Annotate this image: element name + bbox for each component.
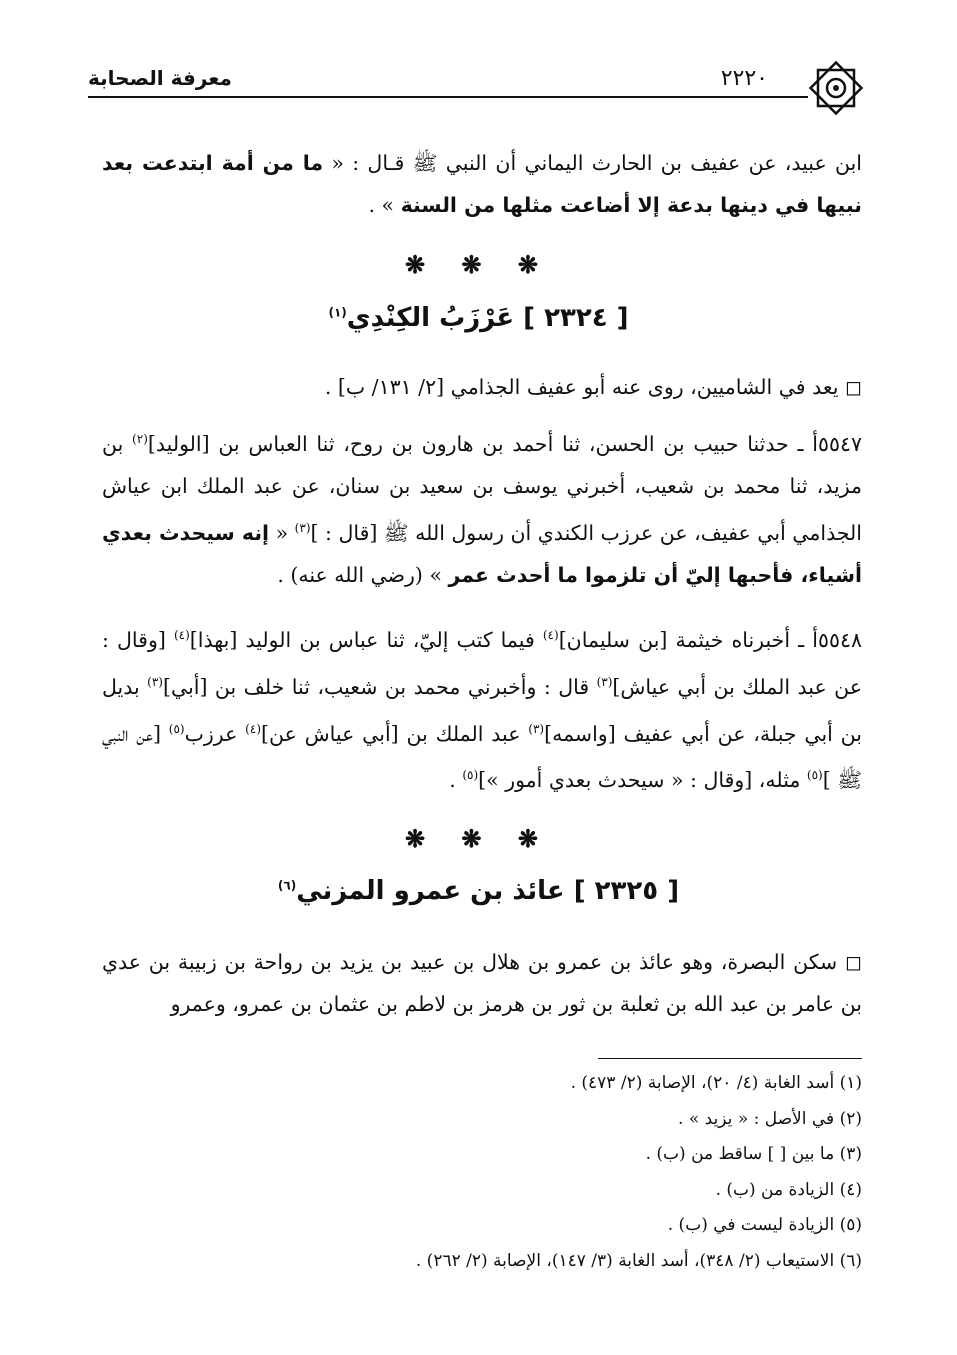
footnote-separator bbox=[598, 1058, 862, 1059]
heading-text: [ ٢٣٢٤ ] عَرْزَبُ الكِنْدِي bbox=[346, 303, 629, 333]
footnote-ref: (٤) bbox=[542, 628, 559, 642]
hadith-quote: إنه سيحدث بعدي أشياء، فأحبها إليّ أن تلزموا ما أحدث عمر bbox=[102, 520, 862, 587]
paragraph-text: مثله، [وقال : « سيحدث بعدي أمور »] bbox=[478, 768, 807, 793]
paragraph-entry-description bbox=[102, 941, 862, 1025]
paragraph-text: ابن عبيد، عن عفيف بن الحارث اليماني أن النبي ﷺ قـال : « bbox=[323, 151, 862, 175]
footnote-ref: (٣) bbox=[294, 520, 311, 535]
paragraph-text: » . bbox=[368, 193, 401, 217]
paragraph-text: ٥٥٤٨أ ـ أخبرناه خيثمة [بن سليمان] bbox=[558, 627, 862, 652]
running-title: معرفة الصحابة bbox=[88, 66, 232, 90]
paragraph-entry-note bbox=[102, 366, 862, 408]
footnote-item: (٦) الاستيعاب (٢/ ٣٤٨)، أسد الغابة (٣/ ١٤٧)، الإصابة (٢/ ٢٦٢) . bbox=[415, 1250, 862, 1271]
paragraph-hadith-intro bbox=[102, 142, 862, 226]
footnote-item: (٣) ما بين [ ] ساقط من (ب) . bbox=[645, 1144, 862, 1164]
paragraph-text: قال : وأخبرني محمد بن شعيب، ثنا خلف بن [أبي] bbox=[162, 674, 597, 699]
footnote-ref: (٤) bbox=[245, 721, 261, 736]
paragraph-hadith-5548 bbox=[102, 614, 862, 801]
footnote-ref: (٦) bbox=[277, 878, 297, 893]
paragraph-hadith-5547 bbox=[102, 418, 862, 596]
footnote-ref: (٢) bbox=[132, 432, 148, 446]
paragraph-text: [عن النبي ﷺ ] bbox=[102, 721, 862, 793]
footnote-ref: (٤) bbox=[173, 628, 190, 642]
footnote-ref: (١) bbox=[328, 305, 347, 320]
header-rule bbox=[88, 96, 808, 98]
footnotes bbox=[300, 1066, 862, 1279]
paragraph-text: ٥٥٤٧أ ـ حدثنا حبيب بن الحسن، ثنا أحمد بن هارون بن روح، ثنا العباس بن [الوليد] bbox=[147, 431, 862, 456]
paragraph-text: فيما كتب إليّ، ثنا عباس بن الوليد [بهذا] bbox=[189, 627, 543, 652]
ornament-icon bbox=[804, 56, 868, 120]
paragraph-text: [وقال : عن عبد الملك بن أبي عياش] bbox=[102, 627, 862, 699]
entry-heading-2324 bbox=[0, 303, 957, 333]
paragraph-text: « bbox=[269, 520, 295, 545]
section-divider-stars: ❋ ❋ ❋ bbox=[404, 250, 553, 279]
paragraph-text: . bbox=[449, 768, 463, 793]
heading-text: [ ٢٣٢٥ ] عائذ بن عمرو المزني bbox=[296, 876, 680, 906]
footnote-ref: (٣) bbox=[147, 674, 163, 689]
entry-heading-2325 bbox=[0, 876, 957, 906]
paragraph-text: بديل بن أبي جبلة، عن أبي عفيف [واسمه] bbox=[102, 674, 862, 746]
paragraph-text: بن مزيد، ثنا محمد بن شعيب، أخبرني يوسف بن سعيد بن سنان، عن عبد الملك ابن عياش الجذامي أبي عفيف، عن عرزب الكندي أن رسول الله ﷺ [قال : ] bbox=[102, 431, 863, 545]
page-header bbox=[88, 56, 868, 108]
footnote-ref: (٥) bbox=[806, 768, 823, 783]
section-divider-stars: ❋ ❋ ❋ bbox=[404, 824, 553, 853]
page-number: ٢٢٢٠ bbox=[720, 66, 768, 91]
footnote-item: (٥) الزيادة ليست في (ب) . bbox=[667, 1215, 862, 1235]
footnote-item: (١) أسد الغابة (٤/ ٢٠)، الإصابة (٢/ ٤٧٣) . bbox=[570, 1073, 862, 1093]
footnote-item: (٢) في الأصل : « يزيد » . bbox=[678, 1108, 862, 1129]
paragraph-text: عرزب bbox=[184, 721, 246, 746]
footnote-item: (٤) الزيادة من (ب) . bbox=[715, 1179, 862, 1200]
footnote-ref: (٥) bbox=[168, 721, 185, 736]
footnote-ref: (٣) bbox=[596, 674, 613, 689]
paragraph-text: ◻ سكن البصرة، وهو عائذ بن عمرو بن هلال بن عبيد بن يزيد بن رواحة بن زبيبة بن عدي بن عامر بن عبد الله بن ثعلبة بن ثور بن هرمز بن لاطم بن عثمان بن عمرو، وعمرو bbox=[102, 950, 862, 1016]
paragraph-text: ◻ يعد في الشاميين، روى عنه أبو عفيف الجذامي [٢/ ١٣١/ ب] . bbox=[324, 375, 862, 399]
paragraph-text: عبد الملك بن [أبي عياش عن] bbox=[261, 721, 529, 746]
footnote-ref: (٥) bbox=[462, 768, 479, 783]
hadith-quote: ما من أمة ابتدعت بعد نبيها في دينها بدعة إلا أضاعت مثلها من السنة bbox=[102, 151, 862, 217]
paragraph-text: » (رضي الله عنه) . bbox=[277, 562, 449, 587]
footnote-ref: (٣) bbox=[528, 721, 545, 736]
